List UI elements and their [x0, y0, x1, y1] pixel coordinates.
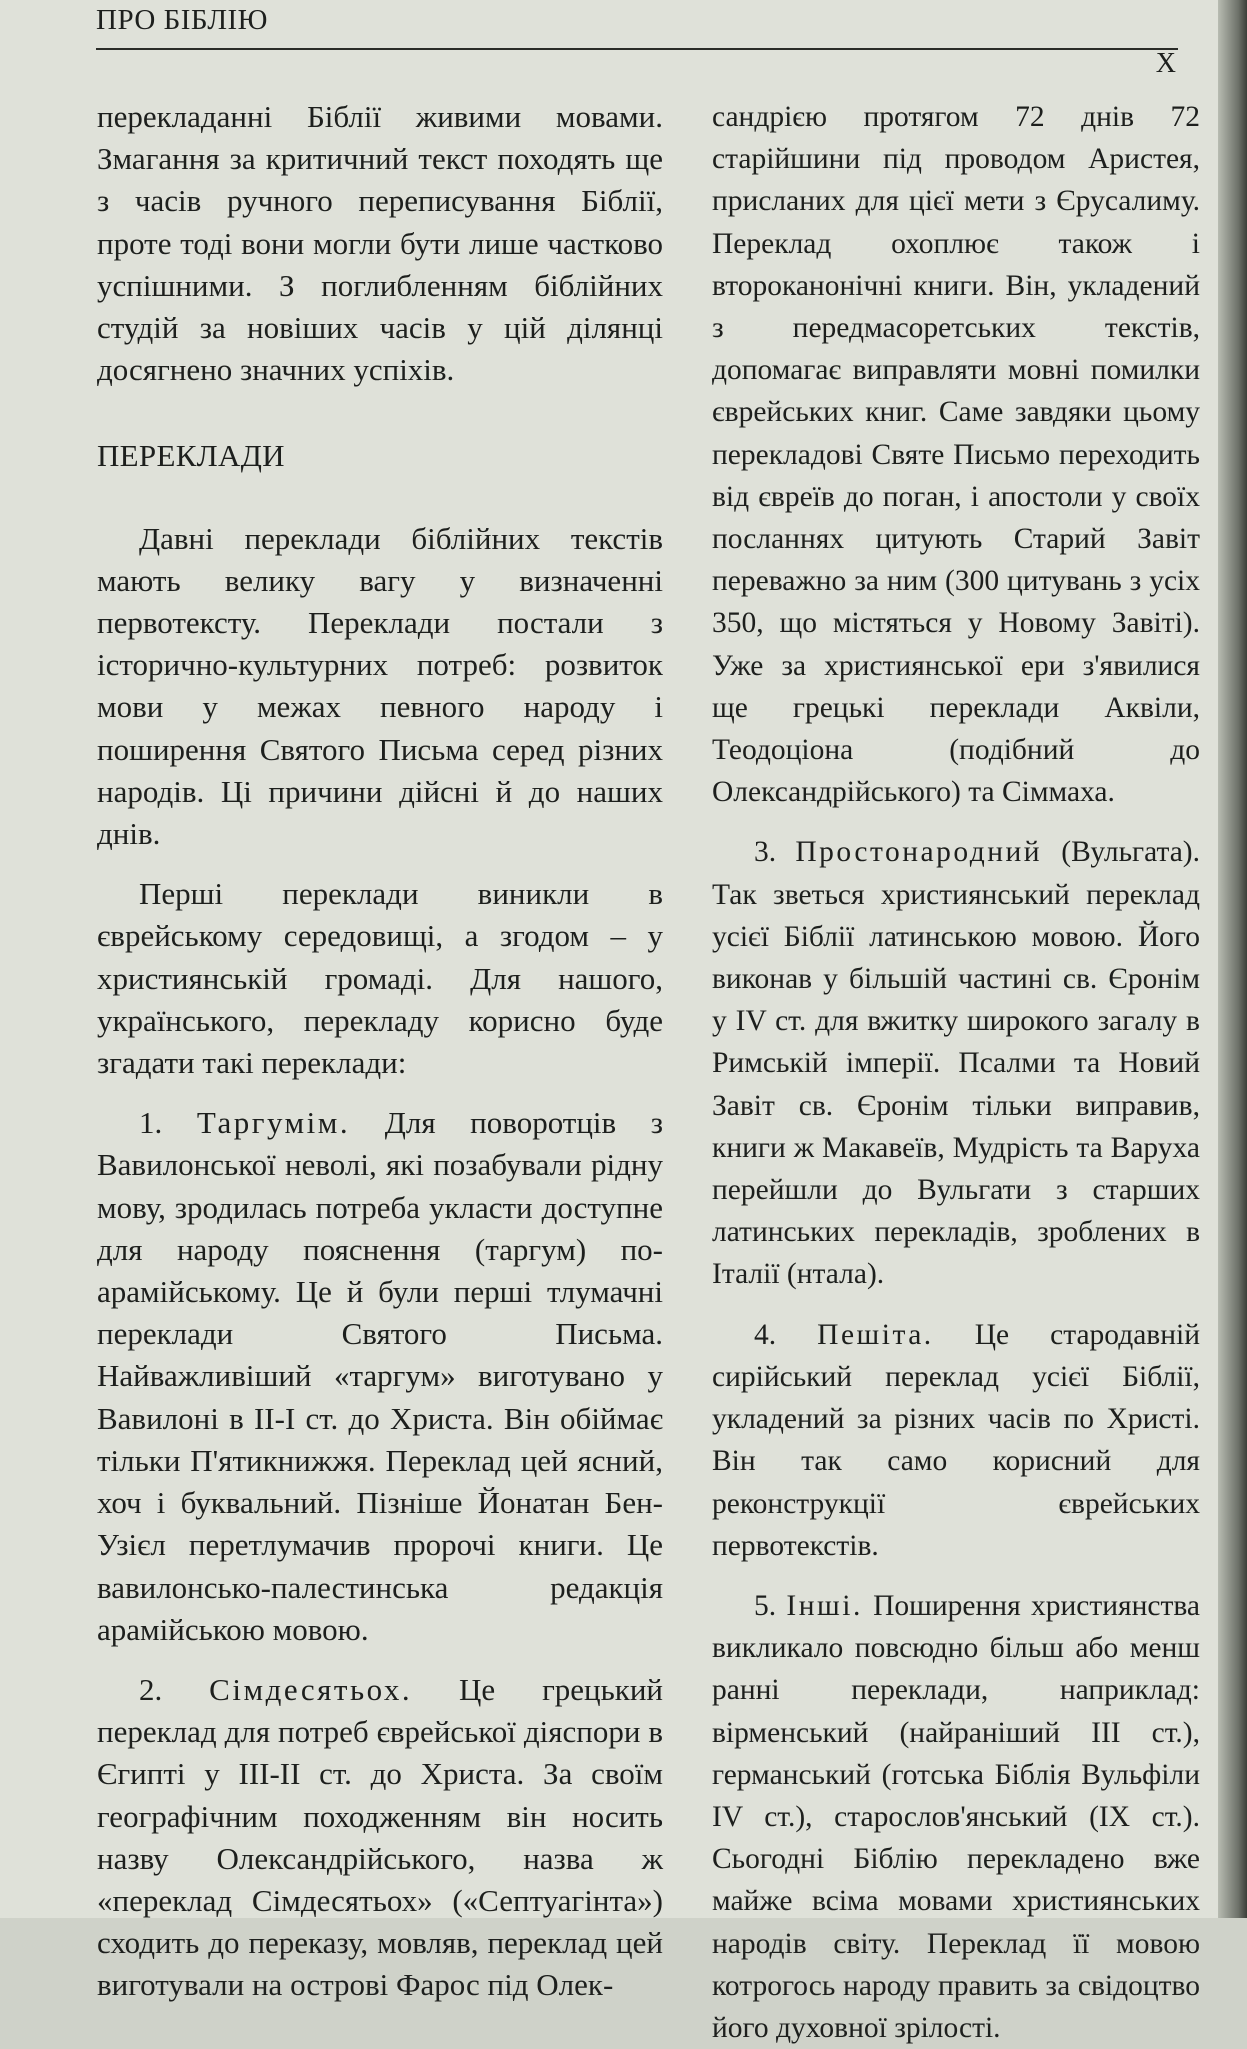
- item-term: Інші.: [786, 1589, 863, 1622]
- left-column: [97, 96, 663, 2007]
- page-number: Х: [1155, 48, 1176, 79]
- intro-paragraph: перекладанні Біблії живими мовами. Змагання за критичний текст походять ще з часів ручного переписування Біблії, проте тоді вони могли бути лише частково успішними. З поглибленням біблійних студій за новіших часів у цій ділянці досягнено значних успіхів.: [97, 99, 663, 388]
- item-number: 4.: [754, 1318, 777, 1351]
- list-item: [712, 1585, 1200, 2049]
- item-term: Простонародний: [795, 836, 1043, 869]
- item-term: Сімдесятьох.: [209, 1671, 413, 1707]
- right-column: [712, 96, 1200, 2049]
- item-text: Для поворотців з Вавилонської неволі, які позабували рідну мову, зродилась потреба укласти доступне для народу пояснення (таргум) по-арамійському. Це й були перші тлумачні переклади Святого Письма. Найважливіший «таргум» виготувано у Вавилоні в ІІ-І ст. до Христа. Він обіймає тільки П'ятикнижжя. Переклад цей ясний, хоч і буквальний. Пізніше Йонатан Бен-Узієл перетлумачив пророчі книги. Це вавилонсько-палестинська редакція арамійською мовою.: [97, 1105, 663, 1647]
- item-number: 2.: [139, 1671, 163, 1707]
- paragraph: сандрією протягом 72 днів 72 старійшини під проводом Аристея, присланих для цієї мети з Єрусалиму. Переклад охоплює також і второканонічні книги. Він, укладений з передмасоретських текстів, допомагає виправляти мовні помилки єврейських книг. Саме завдяки цьому перекладові Святе Письмо переходить від євреїв до поган, і апостоли у своїх посланнях цитують Старий Завіт переважно за ним (300 цитувань з усіх 350, що містяться у Новому Завіті). Уже за християнської ери з'явилися ще грецькі переклади Аквіли, Теодоціона (подібний до Олександрійського) та Сіммаха.: [712, 101, 1200, 809]
- item-number: 1.: [139, 1105, 163, 1141]
- item-number: 3.: [754, 836, 777, 869]
- paragraph: Давні переклади біблійних текстів мають велику вагу у визначенні первотексту. Переклади постали з історично-культурних потреб: розвиток мови у межах певного народу і поширення Святого Письма серед різних народів. Ці причини дійсні й до наших днів.: [97, 520, 663, 852]
- section-heading: ПЕРЕКЛАДИ: [97, 438, 285, 474]
- item-term: Пешіта.: [817, 1318, 934, 1351]
- list-item: [97, 1669, 663, 2007]
- item-text: (Вульгата). Так зветься християнський переклад усієї Біблії латинською мовою. Його виконав у більшій частині св. Єронім у IV ст. для вжитку широкого загалу в Римській імперії. Псалми та Новий Завіт св. Єронім тільки виправив, книги ж Макавеїв, Мудрість та Варуха перейшли до Вульгати з старших латинських перекладів, зроблених в Італії (нтала).: [712, 836, 1201, 1291]
- header-rule: [96, 48, 1178, 50]
- item-text: Поширення християнства викликало повсюдно більш або менш ранні переклади, наприклад: вірменський (найраніший ІІІ ст.), германський (готська Біблія Вульфіли IV ст.), старослов'янський (ІХ ст.). Сьогодні Біблію перекладено вже майже всіма мовами християнських народів світу. Переклад її мовою котрогось народу править за свідоцтво його духовної зрілості.: [712, 1589, 1200, 2044]
- running-header: ПРО БІБЛІЮ: [96, 4, 268, 36]
- list-item: [712, 1314, 1200, 1567]
- paragraph: Перші переклади виникли в єврейському середовищі, а згодом – у християнській громаді. Для нашого, українського, перекладу корисно буде згадати такі переклади:: [97, 876, 663, 1081]
- item-term: Таргумім.: [196, 1105, 351, 1141]
- page-gutter-shadow: [1218, 0, 1247, 1918]
- item-text: Це грецький переклад для потреб єврейської діяспори в Єгипті у ІІІ-ІІ ст. до Христа. За своїм географічним походженням він носить назву Олександрійського, назва ж «переклад Сімдесятьох» («Септуагінта») сходить до переказу, мовляв, переклад цей виготували на острові Фарос під Олек-: [97, 1671, 664, 2003]
- item-text: Це стародавній сирійський переклад усієї Біблії, укладений за різних часів по Христі. Він так само корисний для реконструкції єврейських первотекстів.: [712, 1318, 1200, 1562]
- item-number: 5.: [754, 1589, 777, 1622]
- list-item: [97, 1102, 663, 1651]
- list-item: [712, 831, 1200, 1295]
